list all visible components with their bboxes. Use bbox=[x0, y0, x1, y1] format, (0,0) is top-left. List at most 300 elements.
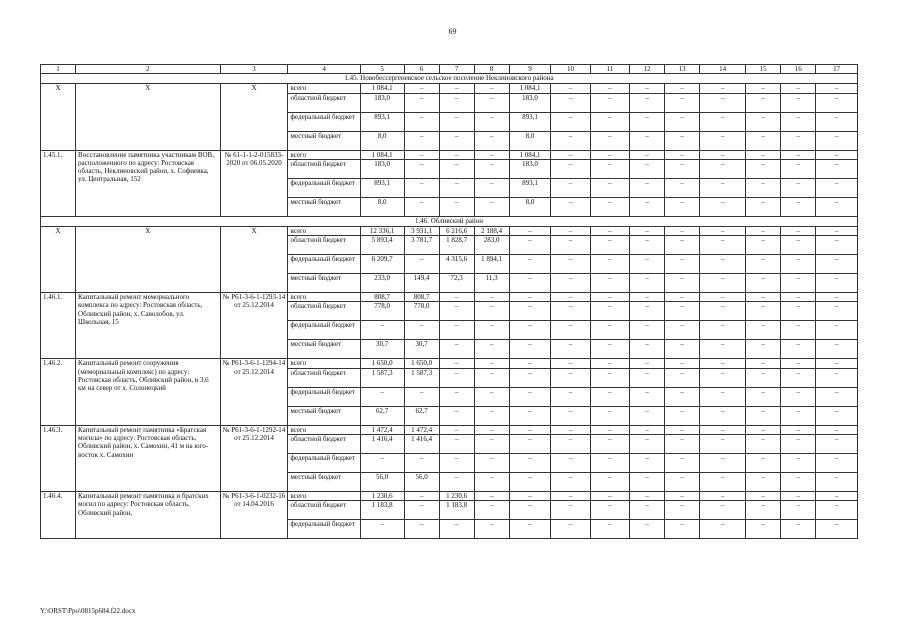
value-cell: – bbox=[474, 368, 509, 387]
value-cell: – bbox=[746, 340, 781, 359]
value-cell: 62,7 bbox=[404, 406, 439, 425]
item-name: Капитальный ремонт мемориального комплекса по адресу: Ростовская область, Обливский район, х. Саволобов, ул. Школьная, 15 bbox=[76, 293, 221, 359]
value-cell: 893,1 bbox=[360, 112, 404, 131]
value-cell: – bbox=[509, 340, 551, 359]
value-cell: – bbox=[439, 454, 474, 473]
funding-source: областной бюджет bbox=[288, 93, 360, 112]
funding-source: областной бюджет bbox=[288, 435, 360, 454]
value-cell: – bbox=[551, 340, 590, 359]
value-cell: – bbox=[551, 131, 590, 150]
value-cell: – bbox=[551, 387, 590, 406]
value-cell: – bbox=[700, 226, 746, 235]
value-cell: – bbox=[665, 226, 700, 235]
value-cell: – bbox=[474, 454, 509, 473]
value-cell: – bbox=[700, 454, 746, 473]
column-header: 15 bbox=[746, 65, 781, 74]
value-cell: – bbox=[590, 112, 629, 131]
value-cell: – bbox=[630, 340, 665, 359]
value-cell: 1 084,1 bbox=[360, 150, 404, 159]
value-cell: – bbox=[781, 368, 816, 387]
value-cell: – bbox=[746, 274, 781, 293]
value-cell: – bbox=[630, 359, 665, 368]
value-cell: – bbox=[590, 473, 629, 492]
value-cell: – bbox=[551, 293, 590, 302]
funding-source: всего bbox=[288, 150, 360, 159]
value-cell: – bbox=[781, 340, 816, 359]
value-cell: – bbox=[474, 159, 509, 178]
table-row bbox=[41, 293, 858, 302]
value-cell: – bbox=[590, 274, 629, 293]
value-cell: – bbox=[746, 226, 781, 235]
funding-source: местный бюджет bbox=[288, 406, 360, 425]
value-cell: – bbox=[551, 368, 590, 387]
value-cell: – bbox=[816, 274, 858, 293]
value-cell: – bbox=[509, 473, 551, 492]
funding-source: всего bbox=[288, 226, 360, 235]
value-cell: – bbox=[551, 255, 590, 274]
funding-source: всего bbox=[288, 293, 360, 302]
value-cell: – bbox=[551, 150, 590, 159]
value-cell: – bbox=[509, 368, 551, 387]
header-row bbox=[41, 65, 858, 74]
value-cell: – bbox=[816, 492, 858, 501]
value-cell: – bbox=[439, 520, 474, 539]
value-cell: – bbox=[665, 321, 700, 340]
value-cell: 183,0 bbox=[360, 159, 404, 178]
value-cell: – bbox=[700, 112, 746, 131]
value-cell: – bbox=[665, 368, 700, 387]
funding-source: федеральный бюджет bbox=[288, 178, 360, 197]
value-cell: – bbox=[816, 501, 858, 520]
value-cell: 8,0 bbox=[360, 131, 404, 150]
value-cell: – bbox=[781, 425, 816, 434]
value-cell: – bbox=[474, 492, 509, 501]
value-cell: – bbox=[816, 226, 858, 235]
value-cell: – bbox=[509, 293, 551, 302]
value-cell: – bbox=[551, 159, 590, 178]
value-cell: – bbox=[781, 302, 816, 321]
value-cell: – bbox=[509, 321, 551, 340]
value-cell: – bbox=[439, 340, 474, 359]
value-cell: – bbox=[700, 406, 746, 425]
value-cell: – bbox=[551, 435, 590, 454]
column-header: 14 bbox=[700, 65, 746, 74]
value-cell: – bbox=[590, 255, 629, 274]
item-document: № Р61-3-6-1-1292-14 от 25.12.2014 bbox=[220, 425, 288, 491]
value-cell: – bbox=[630, 368, 665, 387]
value-cell: – bbox=[781, 501, 816, 520]
value-cell: – bbox=[551, 93, 590, 112]
column-header: 6 bbox=[404, 65, 439, 74]
value-cell: – bbox=[439, 197, 474, 216]
value-cell: – bbox=[474, 112, 509, 131]
value-cell: 808,7 bbox=[360, 293, 404, 302]
value-cell: – bbox=[816, 197, 858, 216]
column-header: 5 bbox=[360, 65, 404, 74]
value-cell: – bbox=[665, 473, 700, 492]
value-cell: – bbox=[746, 321, 781, 340]
column-header: 8 bbox=[474, 65, 509, 74]
value-cell: – bbox=[439, 435, 474, 454]
value-cell: – bbox=[700, 293, 746, 302]
value-cell: – bbox=[404, 131, 439, 150]
value-cell: 1 650,0 bbox=[404, 359, 439, 368]
value-cell: 8,0 bbox=[509, 131, 551, 150]
value-cell: – bbox=[665, 255, 700, 274]
value-cell: – bbox=[700, 93, 746, 112]
value-cell: – bbox=[781, 93, 816, 112]
value-cell: 1 828,7 bbox=[439, 236, 474, 255]
value-cell: – bbox=[816, 425, 858, 434]
value-cell: – bbox=[630, 387, 665, 406]
value-cell: – bbox=[746, 197, 781, 216]
table-row bbox=[41, 226, 858, 235]
value-cell: – bbox=[816, 520, 858, 539]
value-cell: 1 230,6 bbox=[360, 492, 404, 501]
value-cell: 3 781,7 bbox=[404, 236, 439, 255]
value-cell: – bbox=[439, 150, 474, 159]
value-cell: – bbox=[665, 454, 700, 473]
value-cell: – bbox=[665, 293, 700, 302]
value-cell: – bbox=[816, 178, 858, 197]
value-cell: – bbox=[665, 274, 700, 293]
value-cell: – bbox=[665, 302, 700, 321]
value-cell: 183,0 bbox=[509, 159, 551, 178]
value-cell: – bbox=[630, 150, 665, 159]
value-cell: – bbox=[509, 435, 551, 454]
value-cell: – bbox=[630, 274, 665, 293]
value-cell: – bbox=[590, 226, 629, 235]
table-row bbox=[41, 150, 858, 159]
value-cell: – bbox=[816, 321, 858, 340]
value-cell: 11,3 bbox=[474, 274, 509, 293]
value-cell: – bbox=[746, 501, 781, 520]
column-header: 4 bbox=[288, 65, 360, 74]
value-cell: 893,1 bbox=[360, 178, 404, 197]
value-cell: – bbox=[439, 321, 474, 340]
value-cell: – bbox=[630, 425, 665, 434]
value-cell: – bbox=[474, 520, 509, 539]
value-cell: – bbox=[700, 321, 746, 340]
funding-source: федеральный бюджет bbox=[288, 520, 360, 539]
value-cell: – bbox=[590, 368, 629, 387]
column-header: 7 bbox=[439, 65, 474, 74]
value-cell: – bbox=[665, 501, 700, 520]
table-row bbox=[41, 84, 858, 93]
funding-source: федеральный бюджет bbox=[288, 387, 360, 406]
value-cell: – bbox=[551, 359, 590, 368]
item-name: Капитальный ремонт памятника и братских могил по адресу: Ростовская область, Обливский район, bbox=[76, 492, 221, 539]
value-cell: – bbox=[404, 255, 439, 274]
value-cell: – bbox=[474, 406, 509, 425]
value-cell: – bbox=[404, 454, 439, 473]
value-cell: – bbox=[439, 425, 474, 434]
value-cell: 62,7 bbox=[360, 406, 404, 425]
value-cell: – bbox=[746, 406, 781, 425]
item-document: Х bbox=[220, 226, 288, 292]
value-cell: – bbox=[509, 492, 551, 501]
column-header: 17 bbox=[816, 65, 858, 74]
value-cell: – bbox=[551, 321, 590, 340]
value-cell: – bbox=[439, 112, 474, 131]
value-cell: – bbox=[746, 93, 781, 112]
value-cell: – bbox=[474, 340, 509, 359]
value-cell: – bbox=[551, 197, 590, 216]
value-cell: – bbox=[781, 387, 816, 406]
value-cell: 778,0 bbox=[360, 302, 404, 321]
funding-source: федеральный бюджет bbox=[288, 112, 360, 131]
value-cell: – bbox=[781, 520, 816, 539]
value-cell: – bbox=[781, 159, 816, 178]
page-number: 69 bbox=[448, 27, 457, 36]
value-cell: – bbox=[700, 255, 746, 274]
value-cell: – bbox=[781, 274, 816, 293]
value-cell: – bbox=[551, 473, 590, 492]
value-cell: – bbox=[404, 197, 439, 216]
value-cell: – bbox=[439, 359, 474, 368]
value-cell: – bbox=[439, 293, 474, 302]
value-cell: – bbox=[700, 302, 746, 321]
value-cell: – bbox=[439, 178, 474, 197]
funding-source: федеральный бюджет bbox=[288, 255, 360, 274]
value-cell: – bbox=[474, 321, 509, 340]
value-cell: – bbox=[590, 406, 629, 425]
value-cell: – bbox=[590, 435, 629, 454]
value-cell: 1 230,6 bbox=[439, 492, 474, 501]
value-cell: – bbox=[816, 368, 858, 387]
value-cell: – bbox=[630, 302, 665, 321]
value-cell: – bbox=[665, 197, 700, 216]
value-cell: 1 894,1 bbox=[474, 255, 509, 274]
value-cell: – bbox=[630, 84, 665, 93]
column-header: 2 bbox=[76, 65, 221, 74]
value-cell: – bbox=[404, 150, 439, 159]
section-row bbox=[41, 216, 858, 226]
value-cell: – bbox=[700, 236, 746, 255]
value-cell: – bbox=[509, 359, 551, 368]
value-cell: 1 472,4 bbox=[360, 425, 404, 434]
value-cell: – bbox=[630, 131, 665, 150]
value-cell: – bbox=[700, 501, 746, 520]
value-cell: 2 188,4 bbox=[474, 226, 509, 235]
value-cell: – bbox=[781, 473, 816, 492]
value-cell: 1 183,8 bbox=[360, 501, 404, 520]
value-cell: – bbox=[665, 520, 700, 539]
value-cell: – bbox=[360, 454, 404, 473]
column-header: 1 bbox=[41, 65, 76, 74]
value-cell: 1 416,4 bbox=[360, 435, 404, 454]
value-cell: – bbox=[746, 425, 781, 434]
value-cell: – bbox=[404, 321, 439, 340]
value-cell: – bbox=[746, 435, 781, 454]
value-cell: – bbox=[590, 492, 629, 501]
value-cell: – bbox=[746, 131, 781, 150]
funding-source: всего bbox=[288, 425, 360, 434]
item-number: Х bbox=[41, 84, 76, 150]
funding-source: всего bbox=[288, 492, 360, 501]
value-cell: – bbox=[474, 435, 509, 454]
value-cell: – bbox=[781, 236, 816, 255]
value-cell: – bbox=[551, 236, 590, 255]
value-cell: – bbox=[630, 255, 665, 274]
value-cell: – bbox=[816, 150, 858, 159]
section-row bbox=[41, 74, 858, 84]
value-cell: – bbox=[551, 84, 590, 93]
value-cell: 30,7 bbox=[360, 340, 404, 359]
value-cell: – bbox=[509, 501, 551, 520]
value-cell: 1 416,4 bbox=[404, 435, 439, 454]
value-cell: 72,3 bbox=[439, 274, 474, 293]
value-cell: – bbox=[474, 197, 509, 216]
value-cell: – bbox=[665, 131, 700, 150]
value-cell: – bbox=[700, 84, 746, 93]
value-cell: – bbox=[474, 131, 509, 150]
value-cell: – bbox=[590, 236, 629, 255]
value-cell: – bbox=[700, 178, 746, 197]
value-cell: – bbox=[509, 406, 551, 425]
value-cell: – bbox=[816, 435, 858, 454]
value-cell: – bbox=[665, 425, 700, 434]
item-number: Х bbox=[41, 226, 76, 292]
table-row bbox=[41, 492, 858, 501]
funding-source: местный бюджет bbox=[288, 197, 360, 216]
value-cell: 56,0 bbox=[360, 473, 404, 492]
value-cell: – bbox=[590, 293, 629, 302]
value-cell: – bbox=[630, 178, 665, 197]
value-cell: – bbox=[439, 302, 474, 321]
item-number: 1.45.1. bbox=[41, 150, 76, 216]
column-header: 16 bbox=[781, 65, 816, 74]
funding-source: федеральный бюджет bbox=[288, 454, 360, 473]
value-cell: – bbox=[630, 454, 665, 473]
value-cell: – bbox=[630, 293, 665, 302]
item-name: Восстановление памятника участникам ВОВ, расположенного по адресу: Ростовская область, Неклиновский район, х. Софиевка, ул. Центральная, 152 bbox=[76, 150, 221, 216]
value-cell: – bbox=[360, 520, 404, 539]
value-cell: – bbox=[404, 159, 439, 178]
value-cell: 8,0 bbox=[509, 197, 551, 216]
item-number: 1.46.3. bbox=[41, 425, 76, 491]
value-cell: – bbox=[509, 454, 551, 473]
value-cell: – bbox=[590, 93, 629, 112]
value-cell: – bbox=[474, 387, 509, 406]
funding-source: областной бюджет bbox=[288, 368, 360, 387]
value-cell: – bbox=[746, 236, 781, 255]
value-cell: – bbox=[630, 473, 665, 492]
funding-source: местный бюджет bbox=[288, 473, 360, 492]
value-cell: – bbox=[700, 359, 746, 368]
funding-source: областной бюджет bbox=[288, 501, 360, 520]
item-document: № Р61-3-6-1-1294-14 от 25.12.2014 bbox=[220, 359, 288, 425]
value-cell: – bbox=[700, 473, 746, 492]
value-cell: – bbox=[509, 274, 551, 293]
column-header: 10 bbox=[551, 65, 590, 74]
value-cell: – bbox=[781, 359, 816, 368]
value-cell: – bbox=[590, 454, 629, 473]
value-cell: – bbox=[551, 274, 590, 293]
funding-source: местный бюджет bbox=[288, 274, 360, 293]
value-cell: – bbox=[590, 302, 629, 321]
value-cell: – bbox=[551, 226, 590, 235]
value-cell: – bbox=[551, 425, 590, 434]
item-name: Капитальный ремонт сооружения (мемориальный комплекс) по адресу: Ростовская область, Обливский район, в 3,6 км на север от х. Солонецкий bbox=[76, 359, 221, 425]
value-cell: – bbox=[816, 112, 858, 131]
funding-source: областной бюджет bbox=[288, 302, 360, 321]
value-cell: – bbox=[404, 178, 439, 197]
value-cell: – bbox=[816, 236, 858, 255]
value-cell: 778,0 bbox=[404, 302, 439, 321]
item-number: 1.46.2. bbox=[41, 359, 76, 425]
value-cell: – bbox=[746, 112, 781, 131]
value-cell: – bbox=[630, 236, 665, 255]
value-cell: – bbox=[439, 473, 474, 492]
table-row bbox=[41, 425, 858, 434]
value-cell: – bbox=[590, 387, 629, 406]
value-cell: – bbox=[816, 159, 858, 178]
value-cell: – bbox=[404, 93, 439, 112]
value-cell: – bbox=[746, 520, 781, 539]
value-cell: – bbox=[404, 501, 439, 520]
value-cell: – bbox=[404, 520, 439, 539]
value-cell: – bbox=[551, 492, 590, 501]
value-cell: – bbox=[590, 178, 629, 197]
value-cell: – bbox=[439, 387, 474, 406]
value-cell: – bbox=[474, 501, 509, 520]
value-cell: – bbox=[781, 255, 816, 274]
value-cell: 12 336,1 bbox=[360, 226, 404, 235]
value-cell: – bbox=[590, 520, 629, 539]
value-cell: – bbox=[700, 197, 746, 216]
value-cell: – bbox=[404, 112, 439, 131]
value-cell: 1 084,1 bbox=[509, 150, 551, 159]
value-cell: – bbox=[816, 473, 858, 492]
value-cell: – bbox=[816, 131, 858, 150]
value-cell: 1 084,1 bbox=[509, 84, 551, 93]
value-cell: – bbox=[630, 112, 665, 131]
value-cell: – bbox=[551, 178, 590, 197]
value-cell: – bbox=[746, 302, 781, 321]
value-cell: – bbox=[474, 302, 509, 321]
value-cell: – bbox=[746, 387, 781, 406]
item-document: № Р61-3-6-1-1293-14 от 25.12.2014 bbox=[220, 293, 288, 359]
value-cell: – bbox=[551, 454, 590, 473]
item-document: Х bbox=[220, 84, 288, 150]
value-cell: 56,0 bbox=[404, 473, 439, 492]
value-cell: – bbox=[509, 236, 551, 255]
value-cell: – bbox=[439, 159, 474, 178]
value-cell: – bbox=[474, 93, 509, 112]
value-cell: 149,4 bbox=[404, 274, 439, 293]
value-cell: 1 472,4 bbox=[404, 425, 439, 434]
value-cell: – bbox=[665, 340, 700, 359]
funding-source: областной бюджет bbox=[288, 236, 360, 255]
value-cell: 1 183,8 bbox=[439, 501, 474, 520]
value-cell: – bbox=[630, 321, 665, 340]
value-cell: – bbox=[509, 425, 551, 434]
value-cell: – bbox=[700, 425, 746, 434]
value-cell: 1 587,3 bbox=[404, 368, 439, 387]
funding-source: федеральный бюджет bbox=[288, 321, 360, 340]
column-header: 12 bbox=[630, 65, 665, 74]
value-cell: – bbox=[665, 178, 700, 197]
value-cell: – bbox=[509, 226, 551, 235]
value-cell: – bbox=[746, 293, 781, 302]
value-cell: – bbox=[746, 178, 781, 197]
value-cell: – bbox=[404, 492, 439, 501]
value-cell: – bbox=[665, 236, 700, 255]
value-cell: – bbox=[816, 293, 858, 302]
item-name: Х bbox=[76, 226, 221, 292]
value-cell: – bbox=[509, 255, 551, 274]
